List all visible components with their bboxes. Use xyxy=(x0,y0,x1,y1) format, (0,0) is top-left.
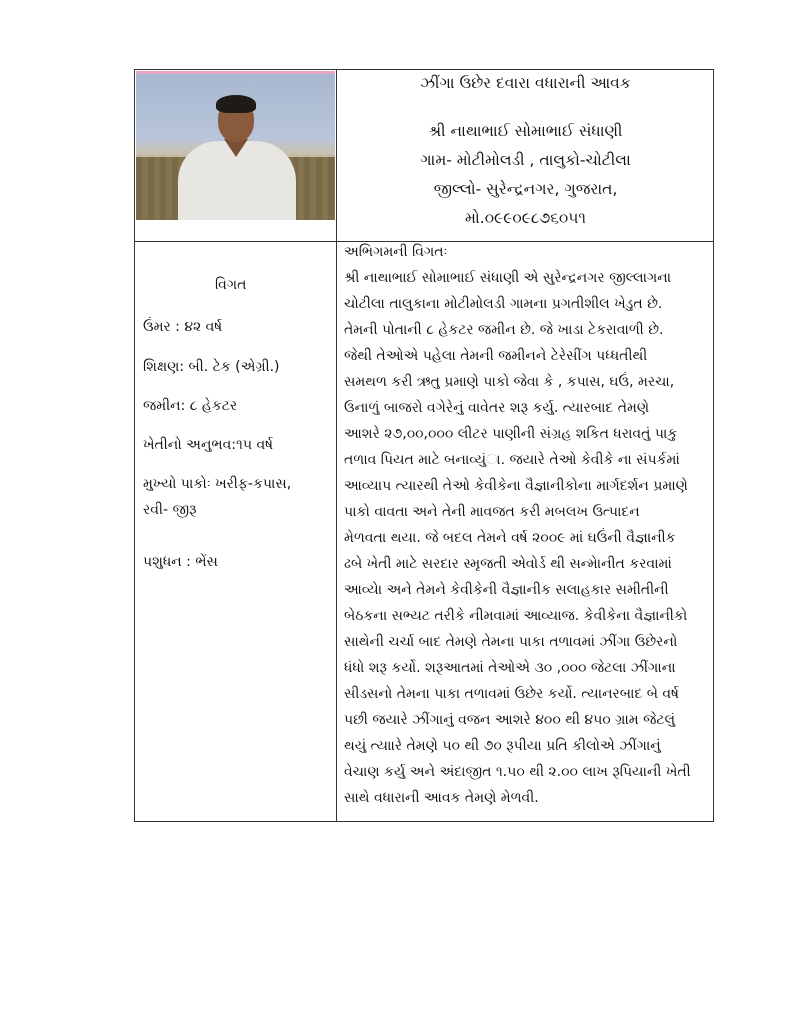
mobile-line: મો.૦૯૯૦૯૮૭૬૦૫૧ xyxy=(464,209,587,227)
approach-line: વેચાણ કર્યુ અને અંદાજીત ૧.૫૦ થી ૨.૦૦ લાખ રૂપિયાની ખેતી xyxy=(344,764,691,780)
farmer-photo xyxy=(136,71,335,220)
approach-line: સીડસનો તેમના પાકા તળાવમાં ઉછેર કર્યો. ત્યાનરબાદ બે વર્ષ xyxy=(344,686,679,702)
experience-line: ખેતીનો અનુભવ:૧૫ વર્ષ xyxy=(143,437,274,453)
approach-line: તળાવ પિયત માટે બનાવ્યુંા. જયારે તેઓ કેવીકે ના સંપર્કમાં xyxy=(344,452,680,468)
approach-line: અભિગમની વિગતઃ xyxy=(344,244,448,260)
approach-cell xyxy=(337,242,714,822)
details-cell xyxy=(135,242,336,822)
approach-line: આશરે ૨૭,૦૦,૦૦૦ લીટર પાણીની સંગ્રહ શકિત ધરાવતું પાકુ xyxy=(344,426,678,442)
approach-line: ઉનાળું બાજરો વગેરેનું વાવેતર શરૂ કર્યુ. ત્યારબાદ તેમણે xyxy=(344,400,650,416)
crops-line: મુખ્યો પાકોઃ ખરીફ-કપાસ, xyxy=(143,476,292,492)
profile-table xyxy=(134,69,714,822)
land-line: જમીન: ૮ હેકટર xyxy=(143,398,238,414)
approach-line: આવ્યાે અને તેમને કેવીકેની વૈજ્ઞાનીક સલાહકાર સમીતીની xyxy=(344,582,669,598)
approach-line: આવ્યાપ ત્યારથી તેઓ કેવીકેના વૈજ્ઞાનીકોના માર્ગદર્શન પ્રમાણે xyxy=(344,478,688,494)
crops-line-2: રવી- જીરૂ xyxy=(143,502,197,518)
approach-line: સાથે વધારાની આવક તેમણે મેળવી. xyxy=(344,790,539,806)
village-line: ગામ- મોટીમોલડી , તાલુકો-ચોટીલા xyxy=(420,151,631,169)
livestock-line: પશુધન : ભેંસ xyxy=(143,554,218,570)
district-line: જીલ્લો- સુરેન્દ્રનગર, ગુજરાત, xyxy=(433,180,618,198)
doc-title: ઝીંગા ઉછેર દવારા વધારાની આવક xyxy=(420,74,631,92)
age-line: ઉંમર : ૪૨ વર્ષ xyxy=(143,319,223,335)
approach-line: તેમની પોતાની ૮ હેકટર જમીન છે. જે ખાડા ટેકરાવાળી છે. xyxy=(344,322,664,338)
farmer-name: શ્રી નાથાભાઈ સોમાભાઈ સંધાણી xyxy=(428,122,623,140)
approach-line: જેથી તેઓએ પહેલા તેમની જમીનને ટેરેસીંગ પધ્ધતીથી xyxy=(344,348,648,364)
approach-line: ઢબે ખેતી માટે સરદાર સ્મૃજતી એવોર્ડ થી સન્માેનીત કરવામાં xyxy=(344,556,672,572)
approach-line: સમથળ કરી ઋતુ પ્રમાણે પાકો જેવા કે , કપાસ, ઘઉં, મરચા, xyxy=(344,374,675,390)
approach-line: પછી જયારે ઝીંગાનું વજન આશરે ૪૦૦ થી ૪૫૦ ગ્રામ જેટલું xyxy=(344,712,676,728)
header-cell xyxy=(337,70,714,241)
details-heading: વિગત xyxy=(215,277,247,293)
approach-line: ચોટીલા તાલુકાના મોટીમોલડી ગામના પ્રગતીશીલ ખેડુત છે. xyxy=(344,296,663,312)
education-line: શિક્ષણ: બી. ટેક (એગ્રી.) xyxy=(143,359,280,375)
approach-line: ધંધો શરૂ કર્યો. શરૂઆતમાં તેઓએ ૩૦ ,૦૦૦ જેટલા ઝીંગાના xyxy=(344,660,676,676)
approach-line: પાકો વાવતા અને તેની માવજત કરી મબલખ ઉત્પાદન xyxy=(344,504,640,520)
approach-line: શ્રી નાથાભાઈ સોમાભાઈ સંધાણી એ સુરેન્દ્રનગર જીલ્લાગના xyxy=(344,270,672,286)
approach-line: મેળવતા થયા. જે બદલ તેમને વર્ષ ૨૦૦૯ માં ઘઉંની વૈજ્ઞાનીક xyxy=(344,530,676,546)
approach-line: બેઠકના સભ્યટ તરીકે નીમવામાં આવ્યાજ. કેવીકેના વૈજ્ઞાનીકો xyxy=(344,608,688,624)
approach-line: થયું ત્યાારે તેમણે ૫૦ થી ૭૦ રૂપીયા પ્રતિ કીલોએ ઝીંગાનું xyxy=(344,738,661,754)
approach-line: સાથેની ચર્ચા બાદ તેમણે તેમના પાકા તળાવમાં ઝીંગા ઉછેરનો xyxy=(344,634,678,650)
